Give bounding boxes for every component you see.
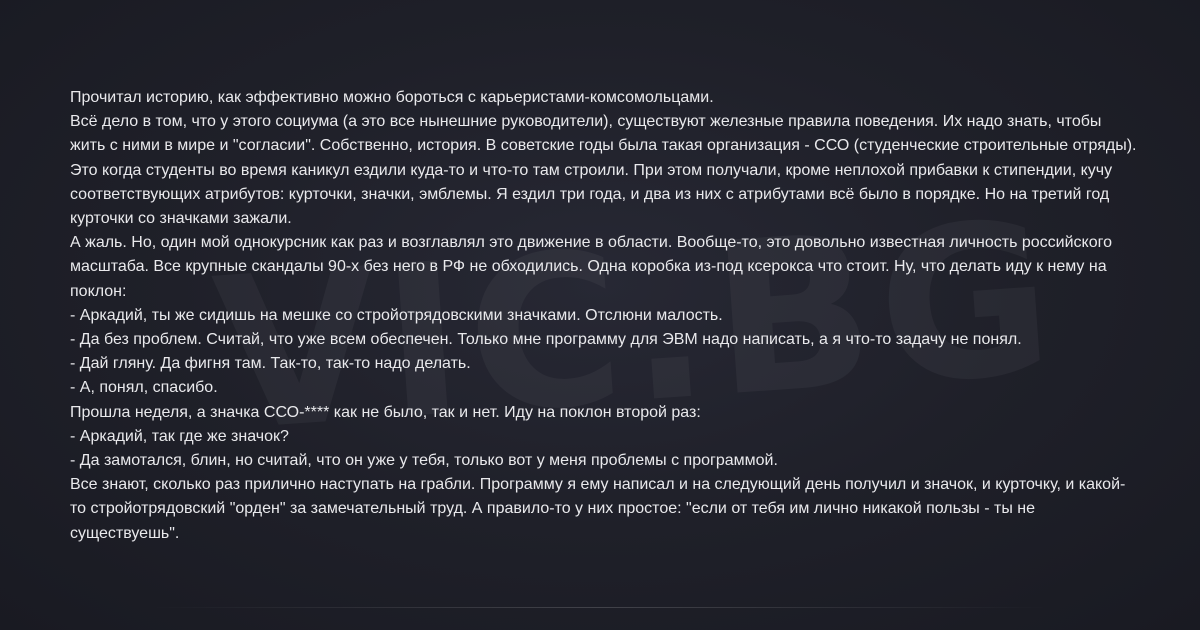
post-paragraph: А жаль. Но, один мой однокурсник как раз и возглавлял это движение в области. Вообще-то, это довольно известная личность российского масштаба. Все крупные скандалы 90-х без него в РФ не обходились. Одна коробка из-под ксерокса что стоит. Ну, что делать иду к нему на поклон: [70, 234, 1112, 300]
dialogue-line: - Да замотался, блин, но считай, что он уже у тебя, только вот у меня проблемы с программой. [70, 452, 778, 470]
post-paragraph: Все знают, сколько раз прилично наступать на грабли. Программу я ему написал и на следующий день получил и значок, и курточку, и какой-то стройотрядовский "орден" за замечательный труд. А правило-то у них простое: "если от тебя им лично никакой пользы - ты не существуешь". [70, 476, 1126, 542]
post-paragraph: Прочитал историю, как эффективно можно бороться с карьеристами-комсомольцами. [70, 89, 714, 106]
post-text [70, 86, 1140, 546]
bottom-divider [150, 607, 1050, 608]
dialogue-line: - Дай гляну. Да фигня там. Так-то, так-то надо делать. [70, 355, 471, 373]
dialogue-line: - А, понял, спасибо. [70, 379, 218, 397]
post-paragraph: Всё дело в том, что у этого социума (а это все нынешние руководители), существуют железные правила поведения. Их надо знать, чтобы жить с ними в мире и "согласии". Собственно, история. В советские годы была такая организация - ССО (студенческие строительные отряды). Это когда студенты во время каникул ездили куда-то и что-то там строили. При этом получали, кроме неплохой прибавки к стипендии, кучу соответствующих атрибутов: курточки, значки, эмблемы. Я ездил три года, и два из них с атрибутами всё было в порядке. Но на третий год курточки со значками зажали. [70, 113, 1137, 228]
dialogue-line: - Да без проблем. Считай, что уже всем обеспечен. Только мне программу для ЭВМ надо написать, а я что-то задачу не понял. [70, 331, 1022, 349]
dialogue-line: - Аркадий, ты же сидишь на мешке со стройотрядовскими значками. Отслюни малость. [70, 306, 723, 324]
post-paragraph: Прошла неделя, а значка ССО-**** как не было, так и нет. Иду на поклон второй раз: [70, 403, 701, 421]
dialogue-line: - Аркадий, так где же значок? [70, 427, 289, 445]
